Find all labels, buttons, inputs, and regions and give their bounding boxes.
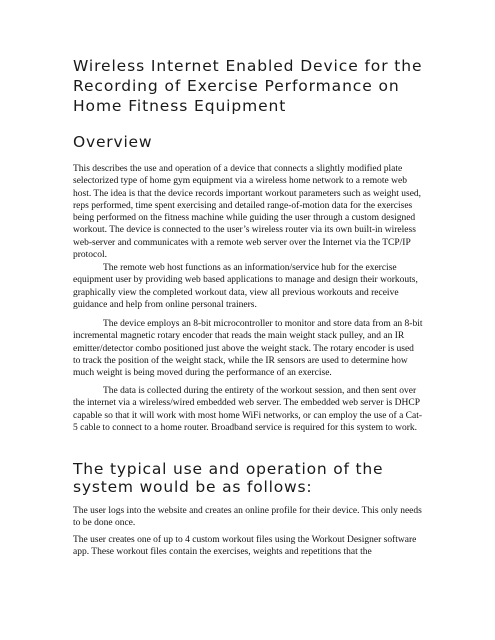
section-heading-typical-use: The typical use and operation of the system would be as follows: xyxy=(73,460,384,496)
section-heading-overview: Overview xyxy=(73,133,153,151)
typical-use-paragraph-2: The user creates one of up to 4 custom workout files using the Workout Designer software app. These workout files contain the exercises, weights and repetitions that the xyxy=(73,535,417,558)
document-title: Wireless Internet Enabled Device for the Recording of Exercise Performance on Home Fitness Equipment xyxy=(73,57,423,115)
typical-use-paragraph-1: The user logs into the website and creates an online profile for their device. This only needs to be done once. xyxy=(73,506,422,529)
overview-paragraph-4: The data is collected during the entirety of the workout session, and then sent over the internet via a wireless/wired embedded web server. The embedded web server is DHCP capable so that it will work with most home WiFi networks, or can employ the use of a Cat-5 cable to connect to a home router. Broadband service is required for this system to work. xyxy=(73,386,423,433)
overview-paragraph-1: This describes the use and operation of a device that connects a slightly modified plate selectorized type of home gym equipment via a wireless home network to a remote web host. The idea is that the device records important workout parameters such as weight used, reps performed, time spent exercising and detailed range-of-motion data for the exercises being performed on the fitness machine while guiding the user through a custom designed workout. The device is connected to the user’s wireless router via its own built-in wireless web-server and communicates with a remote web server over the Internet via the TCP/IP protocol. xyxy=(73,164,422,261)
overview-paragraph-3: The device employs an 8-bit microcontroller to monitor and store data from an 8-bit incremental magnetic rotary encoder that reads the main weight stack pulley, and an IR emitter/detector combo positioned just above the weight stack. The rotary encoder is used to track the position of the weight stack, while the IR sensors are used to determine how much weight is being moved during the performance of an exercise. xyxy=(73,319,423,379)
overview-paragraph-2: The remote web host functions as an information/service hub for the exercise equipment user by providing web based applications to manage and design their workouts, graphically view the completed workout data, view all previous workouts and receive guidance and help from online personal trainers. xyxy=(73,263,418,310)
